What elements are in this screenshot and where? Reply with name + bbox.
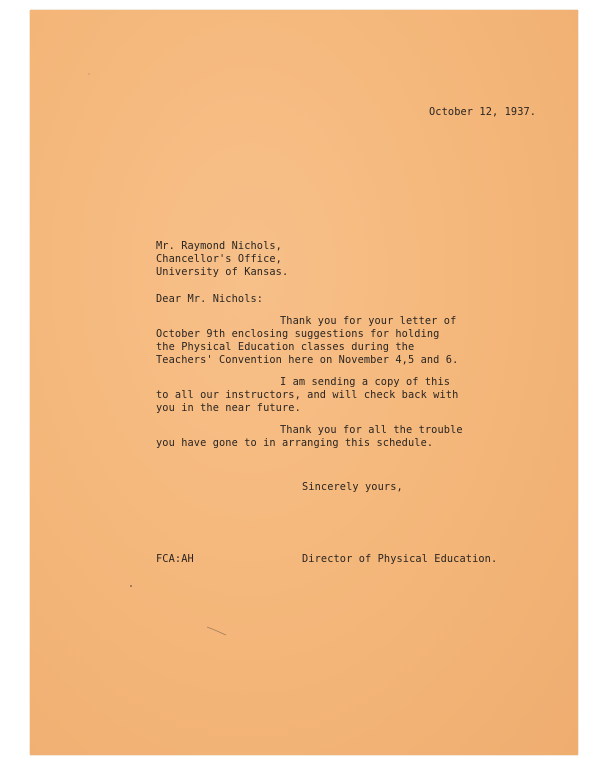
paper-speck-top <box>88 73 90 75</box>
paragraph2-line1: I am sending a copy of this <box>280 376 451 388</box>
recipient-office: Chancellor's Office, <box>156 253 282 265</box>
paragraph2-line2: to all our instructors, and will check back with <box>156 389 459 401</box>
paragraph3-line1: Thank you for all the trouble <box>280 424 463 436</box>
signature-title: Director of Physical Education. <box>302 553 498 565</box>
paragraph1-line4: Teachers' Convention here on November 4,5 and 6. <box>156 354 459 366</box>
paper-speck <box>130 585 132 587</box>
paragraph3-line2: you have gone to in arranging this schedule. <box>156 437 434 449</box>
salutation: Dear Mr. Nichols: <box>156 293 264 305</box>
paragraph1-line3: the Physical Education classes during the <box>156 341 415 353</box>
closing: Sincerely yours, <box>302 481 403 493</box>
paragraph2-line3: you in the near future. <box>156 402 301 414</box>
paragraph1-line2: October 9th enclosing suggestions for holding <box>156 328 440 340</box>
paragraph1-line1: Thank you for your letter of <box>280 315 457 327</box>
letter-page <box>30 10 578 755</box>
recipient-name: Mr. Raymond Nichols, <box>156 240 282 252</box>
paper-scratch-mark <box>205 624 229 638</box>
recipient-institution: University of Kansas. <box>156 266 289 278</box>
letter-date: October 12, 1937. <box>429 106 537 118</box>
typist-initials: FCA:AH <box>156 553 194 565</box>
